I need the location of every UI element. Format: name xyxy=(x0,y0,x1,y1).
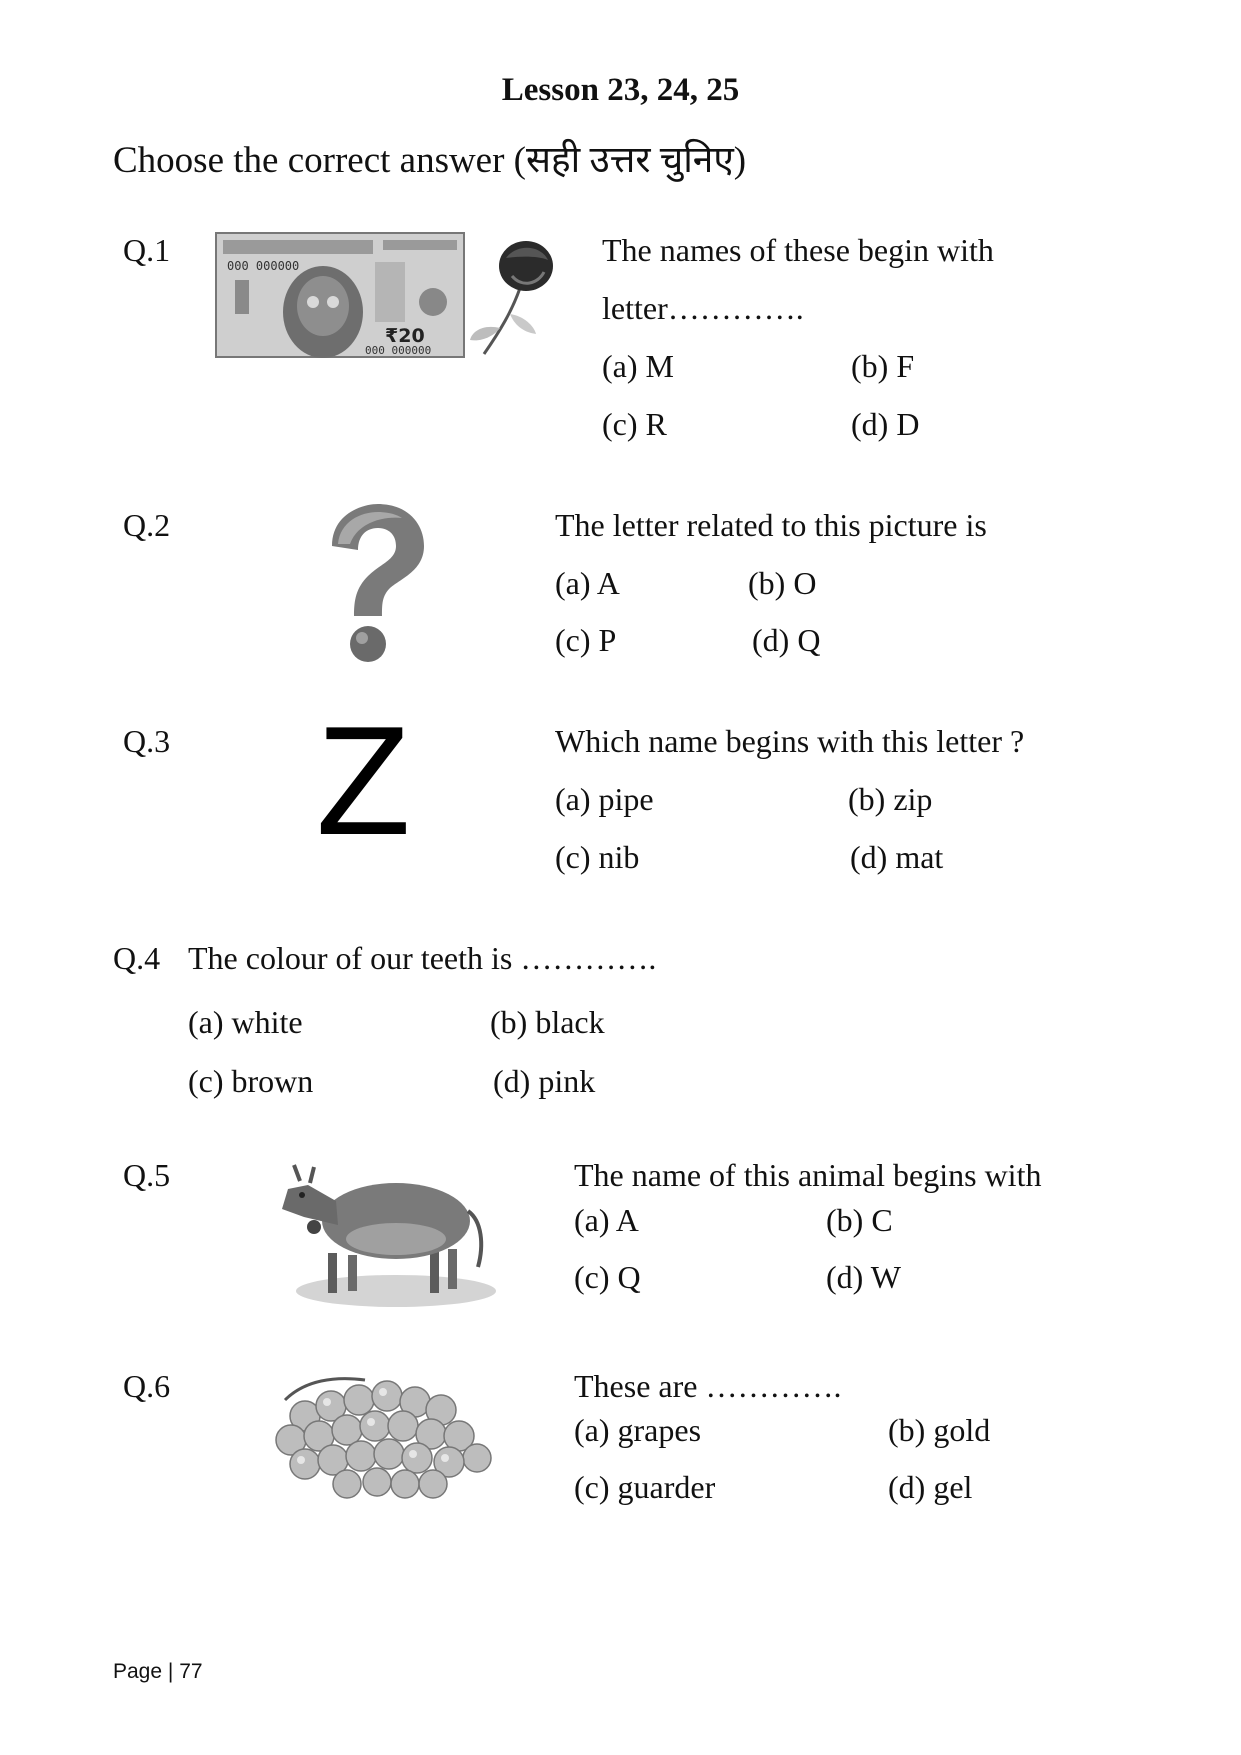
question-1-number: Q.1 xyxy=(123,232,171,268)
cow-icon xyxy=(268,1155,500,1310)
question-5-option-d[interactable]: (d) W xyxy=(826,1259,901,1295)
question-6-option-a[interactable]: (a) grapes xyxy=(574,1412,702,1448)
question-6-text: These are …………. xyxy=(574,1368,842,1404)
question-2-text: The letter related to this picture is xyxy=(555,507,987,543)
question-mark-icon xyxy=(318,504,428,664)
question-5-number: Q.5 xyxy=(123,1157,171,1193)
grapes-icon xyxy=(265,1360,497,1510)
question-6-option-c[interactable]: (c) guarder xyxy=(574,1469,716,1505)
question-4-text: The colour of our teeth is …………. xyxy=(188,940,657,976)
question-4-number: Q.4 xyxy=(113,940,161,976)
question-4-option-b[interactable]: (b) black xyxy=(490,1004,605,1040)
footer-label: Page xyxy=(113,1660,163,1683)
question-5-option-a[interactable]: (a) A xyxy=(574,1202,639,1238)
instruction: Choose the correct answer (सही उत्तर चुनिए) xyxy=(113,140,747,181)
question-6-option-b[interactable]: (b) gold xyxy=(888,1412,991,1448)
page-number: 77 xyxy=(179,1660,203,1683)
question-5-option-c[interactable]: (c) Q xyxy=(574,1259,641,1295)
question-6-number: Q.6 xyxy=(123,1368,171,1404)
question-2-option-d[interactable]: (d) Q xyxy=(752,622,821,658)
question-5-text: The name of this animal begins with xyxy=(574,1157,1042,1193)
question-5-option-b[interactable]: (b) C xyxy=(826,1202,893,1238)
question-3-option-a[interactable]: (a) pipe xyxy=(555,781,654,817)
footer-separator: | xyxy=(167,1660,174,1683)
lesson-title: Lesson 23, 24, 25 xyxy=(501,72,740,108)
note-serial-bottom: 000 000000 xyxy=(365,344,432,357)
rose-icon xyxy=(462,236,572,356)
question-3-option-d[interactable]: (d) mat xyxy=(850,839,944,875)
question-3-option-c[interactable]: (c) nib xyxy=(555,839,640,875)
question-2-option-c[interactable]: (c) P xyxy=(555,622,617,658)
letter-z-picture: Z xyxy=(316,694,411,867)
question-1-text-line2: letter…………. xyxy=(602,290,804,326)
question-4-option-a[interactable]: (a) white xyxy=(188,1004,303,1040)
question-6-option-d[interactable]: (d) gel xyxy=(888,1469,973,1505)
page-footer xyxy=(113,1660,203,1684)
question-2-number: Q.2 xyxy=(123,507,171,543)
question-1-option-c[interactable]: (c) R xyxy=(602,406,667,442)
question-1-option-b[interactable]: (b) F xyxy=(851,348,915,384)
question-4-option-d[interactable]: (d) pink xyxy=(493,1063,596,1099)
question-4-option-c[interactable]: (c) brown xyxy=(188,1063,314,1099)
question-1-text-line1: The names of these begin with xyxy=(602,232,994,268)
question-2-option-a[interactable]: (a) A xyxy=(555,565,620,601)
note-serial-top: 000 000000 xyxy=(227,259,300,273)
question-3-text: Which name begins with this letter ? xyxy=(555,723,1025,759)
question-3-option-b[interactable]: (b) zip xyxy=(848,781,933,817)
question-2-option-b[interactable]: (b) O xyxy=(748,565,817,601)
question-1-option-a[interactable]: (a) M xyxy=(602,348,674,384)
note-denomination: ₹20 xyxy=(385,325,425,347)
question-3-number: Q.3 xyxy=(123,723,171,759)
currency-note-icon xyxy=(215,232,465,358)
question-1-option-d[interactable]: (d) D xyxy=(851,406,920,442)
